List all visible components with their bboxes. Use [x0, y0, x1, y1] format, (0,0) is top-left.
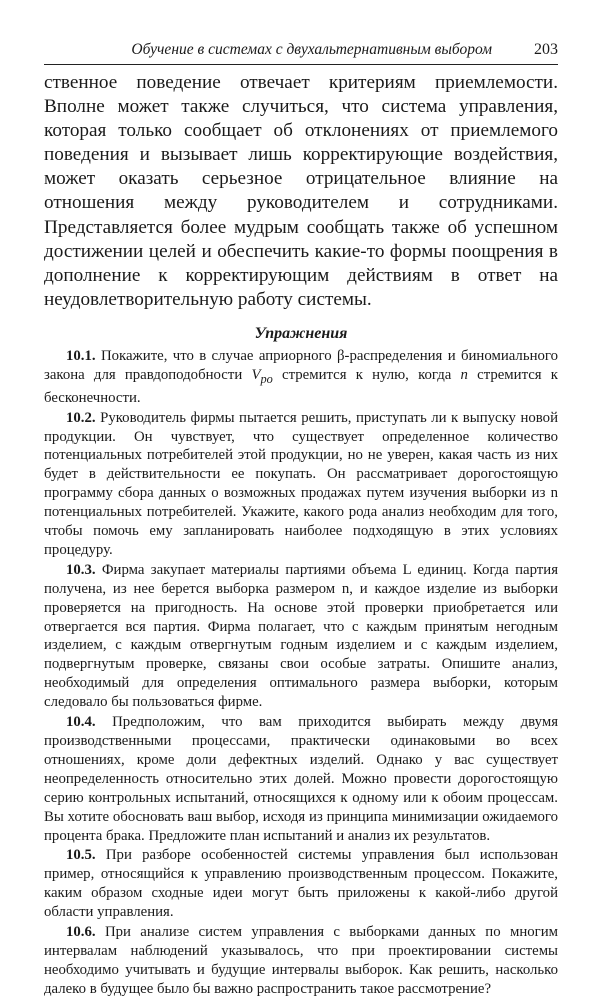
- math-subscript-po: po: [260, 371, 273, 386]
- exercise-text: Предположим, что вам приходится выбирать между двумя производственными процессами, практически одинаковыми во всех отношениях, кроме доли дефектных изделий. Однако у вас существует неопределенность относительно этих долей. Можно провести дорогостоящую серию контрольных испытаний, относящихся к одному или к обоим процессам. Вы хотите обосновать ваш выбор, исходя из принципа минимизации ожидаемого процента брака. Предложите план испытаний и анализ их результатов.: [44, 714, 558, 844]
- exercise-text-part: стремится к нулю, когда: [272, 366, 461, 383]
- exercise-number: 10.5.: [66, 847, 96, 864]
- exercise-number: 10.6.: [66, 924, 96, 941]
- exercise-10-1: [44, 347, 558, 408]
- exercise-text-part: стремится к бесконечности.: [44, 366, 558, 406]
- exercise-text: Фирма закупает материалы партиями объема L единиц. Когда партия получена, из нее берется выборка размером n, и каждое изделие из выборки проверяется на пригодность. На основе этой проверки приобретается или отвергается вся партия. Фирма полагает, что с каждым принятым негодным изделием, с каждым отвергнутым годным изделием и с каждым изделием, подвергнутым проверке, связаны свои особые затраты. Опишите анализ, необходимый для определения оптимального размера выборки, которым следовало бы пользоваться фирме.: [44, 561, 559, 711]
- exercise-text: При разборе особенностей системы управления был использован пример, относящийся к управлению производственным процессом. Покажите, каким образом сходные идеи могут быть приложены к какой-либо другой области управления.: [44, 847, 558, 921]
- exercise-number: 10.4.: [66, 714, 96, 731]
- exercise-10-3: [44, 561, 558, 712]
- exercise-number: 10.3.: [66, 561, 96, 578]
- exercise-text: При анализе систем управления с выборками данных по многим интервалам наблюдений указывалось, что при проектировании системы необходимо учитывать и будущие интервалы выборок. Как решить, насколько далеко в будущее было бы важно распространить такое рассмотрение?: [44, 924, 558, 997]
- section-title: Упражнения: [254, 324, 348, 342]
- book-page: [44, 40, 558, 1000]
- exercise-text-part: Покажите, что в случае априорного β-распределения и биномиального закона для правдоподобности: [44, 347, 558, 383]
- exercise-number: 10.2.: [66, 409, 96, 426]
- exercise-text: Руководитель фирмы пытается решить, приступать ли к выпуску новой продукции. Он чувствует, что существует определенное количество потенциальных потребителей этой продукции, но не уверен, какая часть из них будет в действительности ее покупать. Он рассматривает дорогостоящую программу сбора данных о возможных продажах путем изучения выборки из n потенциальных потребителей. Укажите, какого рода анализ необходим для того, чтобы помочь ему запланировать наиболее подходящую в этих условиях процедуру.: [44, 409, 558, 558]
- page-number: 203: [534, 41, 558, 58]
- body-paragraph: ственное поведение отвечает критериям приемлемости. Вполне может также случиться, что система управления, которая только сообщает об отклонениях от приемлемого поведения и вызывает лишь корректирующие воздействия, может оказать серьезное отрицательное влияние на отношения между руководителем и сотрудниками. Представляется более мудрым сообщать также об успешном достижении целей и обеспечить какие-то формы поощрения в дополнение к корректирующим действиям в ответ на неудовлетворительную работу системы.: [44, 72, 558, 310]
- exercise-10-2: [44, 409, 558, 560]
- math-symbol-v: $V_{po}$: [251, 366, 273, 386]
- running-header: [44, 40, 558, 65]
- exercise-number: 10.1.: [66, 347, 96, 364]
- exercise-10-4: [44, 713, 558, 845]
- math-variable-n: n: [460, 366, 468, 383]
- exercise-10-5: [44, 846, 558, 922]
- exercise-10-6: [44, 923, 558, 999]
- running-title: Обучение в системах с двухальтернативным выбором: [131, 41, 492, 58]
